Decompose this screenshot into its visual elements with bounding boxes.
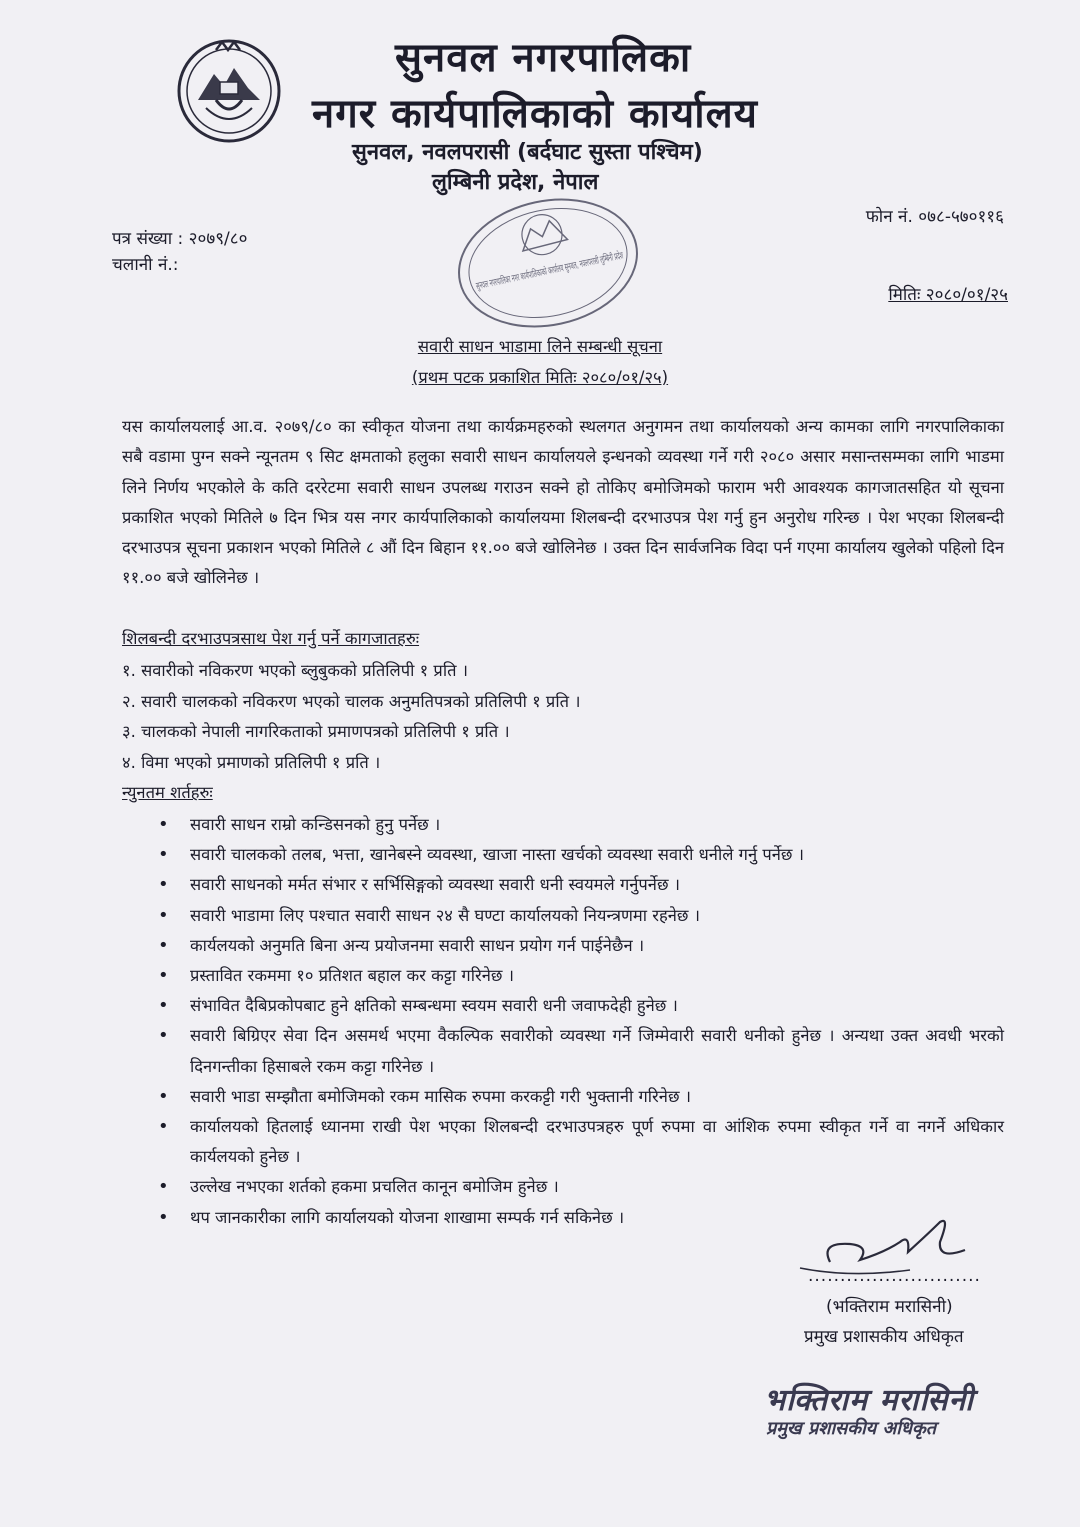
list-item: • कार्यलयको अनुमति बिना अन्य प्रयोजनमा सवारी साधन प्रयोग गर्न पाईनेछैन । <box>158 931 1004 961</box>
seal-text: सुनवल नगरपालिका नगर कार्यपालिकाको कार्यालय सुनवल, नवलपरासी लुम्बिनी प्रदेश <box>475 217 777 293</box>
list-item: • कार्यालयको हितलाई ध्यानमा राखी पेश भएका शिलबन्दी दरभाउपत्रहरु पूर्ण रुपमा वा आंशिक रुपमा स्वीकृत गर्ने वा नगर्ने अधिकार कार्यलयको हुनेछ । <box>158 1112 1004 1172</box>
list-item: २. सवारी चालकको नविकरण भएको चालक अनुमतिपत्रको प्रतिलिपी १ प्रति । <box>122 691 581 711</box>
list-item: • सवारी भाडामा लिए पश्चात सवारी साधन २४ सै घण्टा कार्यालयको नियन्त्रणमा रहनेछ । <box>158 901 1004 931</box>
signatory-designation: प्रमुख प्रशासकीय अधिकृत <box>804 1327 964 1347</box>
nepal-emblem-icon <box>176 38 282 144</box>
address-line-2: लुम्बिनी प्रदेश, नेपाल <box>432 170 599 195</box>
list-item: • सवारी भाडा सम्झौता बमोजिमको रकम मासिक रुपमा करकट्टी गरी भुक्तानी गरिनेछ । <box>158 1082 1004 1112</box>
office-seal-icon <box>448 188 777 338</box>
office-name: नगर कार्यपालिकाको कार्यालय <box>312 91 758 137</box>
documents-list <box>122 656 581 778</box>
list-item: ३. चालकको नेपाली नागरिकताको प्रमाणपत्रको प्रतिलिपी १ प्रति । <box>122 722 510 741</box>
signatory-name: (भक्तिराम मरासिनी) <box>826 1297 953 1317</box>
letter-number: पत्र संख्या : २०७९/८० <box>112 229 248 249</box>
list-item: • प्रस्तावित रकममा १० प्रतिशत बहाल कर कट्टा गरिनेछ । <box>158 961 1004 991</box>
organization-name: सुनवल नगरपालिका <box>395 35 692 81</box>
conditions-list <box>158 810 1004 1233</box>
designation-stamp: प्रमुख प्रशासकीय अधिकृत <box>766 1418 937 1439</box>
notice-body: यस कार्यालयलाई आ.व. २०७९/८० का स्वीकृत योजना तथा कार्यक्रमहरुको स्थलगत अनुगमन तथा कार्यालयको अन्य कामका लागि नगरपालिकाका सबै वडामा पुग्न सक्ने न्यूनतम ९ सिट क्षमताको हलुका सवारी साधन कार्यालयले इन्धनको व्यवस्था गर्ने गरी २०८० असार मसान्तसम्मका लागि भाडमा लिने निर्णय भएकोले के कति दररेटमा सवारी साधन उपलब्ध गराउन सक्ने हो तोकिए बमोजिमको फाराम भरी आवश्यक कागजातसहित यो सूचना प्रकाशित भएको मितिले ७ दिन भित्र यस नगर कार्यपालिकाको कार्यालयमा शिलबन्दी दरभाउपत्र पेश गर्नु हुन अनुरोध गरिन्छ । पेश भएका शिलबन्दी दरभाउपत्र सूचना प्रकाशन भएको मितिले ८ औं दिन बिहान ११.०० बजे खोलिनेछ । उक्त दिन सार्वजनिक विदा पर्न गएमा कार्यालय खुलेको पहिलो दिन ११.०० बजे खोलिनेछ । <box>122 417 1004 588</box>
list-item: • सवारी बिग्रिएर सेवा दिन असमर्थ भएमा वैकल्पिक सवारीको व्यवस्था गर्ने जिम्मेवारी सवारी धनीको हुनेछ । अन्यथा उक्त अवधी भरको दिनगन्तीका हिसाबले रकम कट्टा गरिनेछ । <box>158 1021 1004 1081</box>
address-line-1: सुनवल, नवलपरासी (बर्दघाट सुस्ता पश्चिम) <box>352 140 703 165</box>
list-item: • थप जानकारीका लागि कार्यालयको योजना शाखामा सम्पर्क गर्न सकिनेछ । <box>158 1203 1004 1233</box>
notice-title: सवारी साधन भाडामा लिने सम्बन्धी सूचना <box>417 337 663 356</box>
svg-text:सुनवल नगरपालिका नगर कार्यपालिक <box>475 217 777 293</box>
signature-line: ........................... <box>808 1266 981 1286</box>
notice-subtitle: (प्रथम पटक प्रकाशित मितिः २०८०/०१/२५) <box>411 368 669 387</box>
list-item: १. सवारीको नविकरण भएको ब्लुबुकको प्रतिलिपी १ प्रति । <box>122 661 469 680</box>
dispatch-number: चलानी नं.: <box>112 255 179 275</box>
list-item: • उल्लेख नभएका शर्तको हकमा प्रचलित कानून बमोजिम हुनेछ । <box>158 1172 1004 1202</box>
list-item: • संभावित दैबिप्रकोपबाट हुने क्षतिको सम्बन्धमा स्वयम सवारी धनी जवाफदेही हुनेछ । <box>158 991 1004 1021</box>
documents-heading: शिलबन्दी दरभाउपत्रसाथ पेश गर्नु पर्ने कागजातहरुः <box>122 629 420 648</box>
list-item: • सवारी साधन राम्रो कन्डिसनको हुनु पर्नेछ । <box>158 810 1004 840</box>
conditions-heading: न्युनतम शर्तहरुः <box>122 783 213 802</box>
notice-date: मितिः २०८०/०१/२५ <box>888 285 1008 305</box>
list-item: ४. विमा भएको प्रमाणको प्रतिलिपी १ प्रति । <box>122 752 381 772</box>
phone-number: फोन नं. ०७८-५७०११६ <box>865 207 1004 227</box>
name-stamp: भक्तिराम मरासिनी <box>764 1383 974 1418</box>
list-item: • सवारी साधनको मर्मत संभार र सर्भिसिङ्गको व्यवस्था सवारी धनी स्वयमले गर्नुपर्नेछ । <box>158 870 1004 900</box>
list-item: • सवारी चालकको तलब, भत्ता, खानेबस्ने व्यवस्था, खाजा नास्ता खर्चको व्यवस्था सवारी धनीले गर्नु पर्नेछ । <box>158 840 1004 870</box>
